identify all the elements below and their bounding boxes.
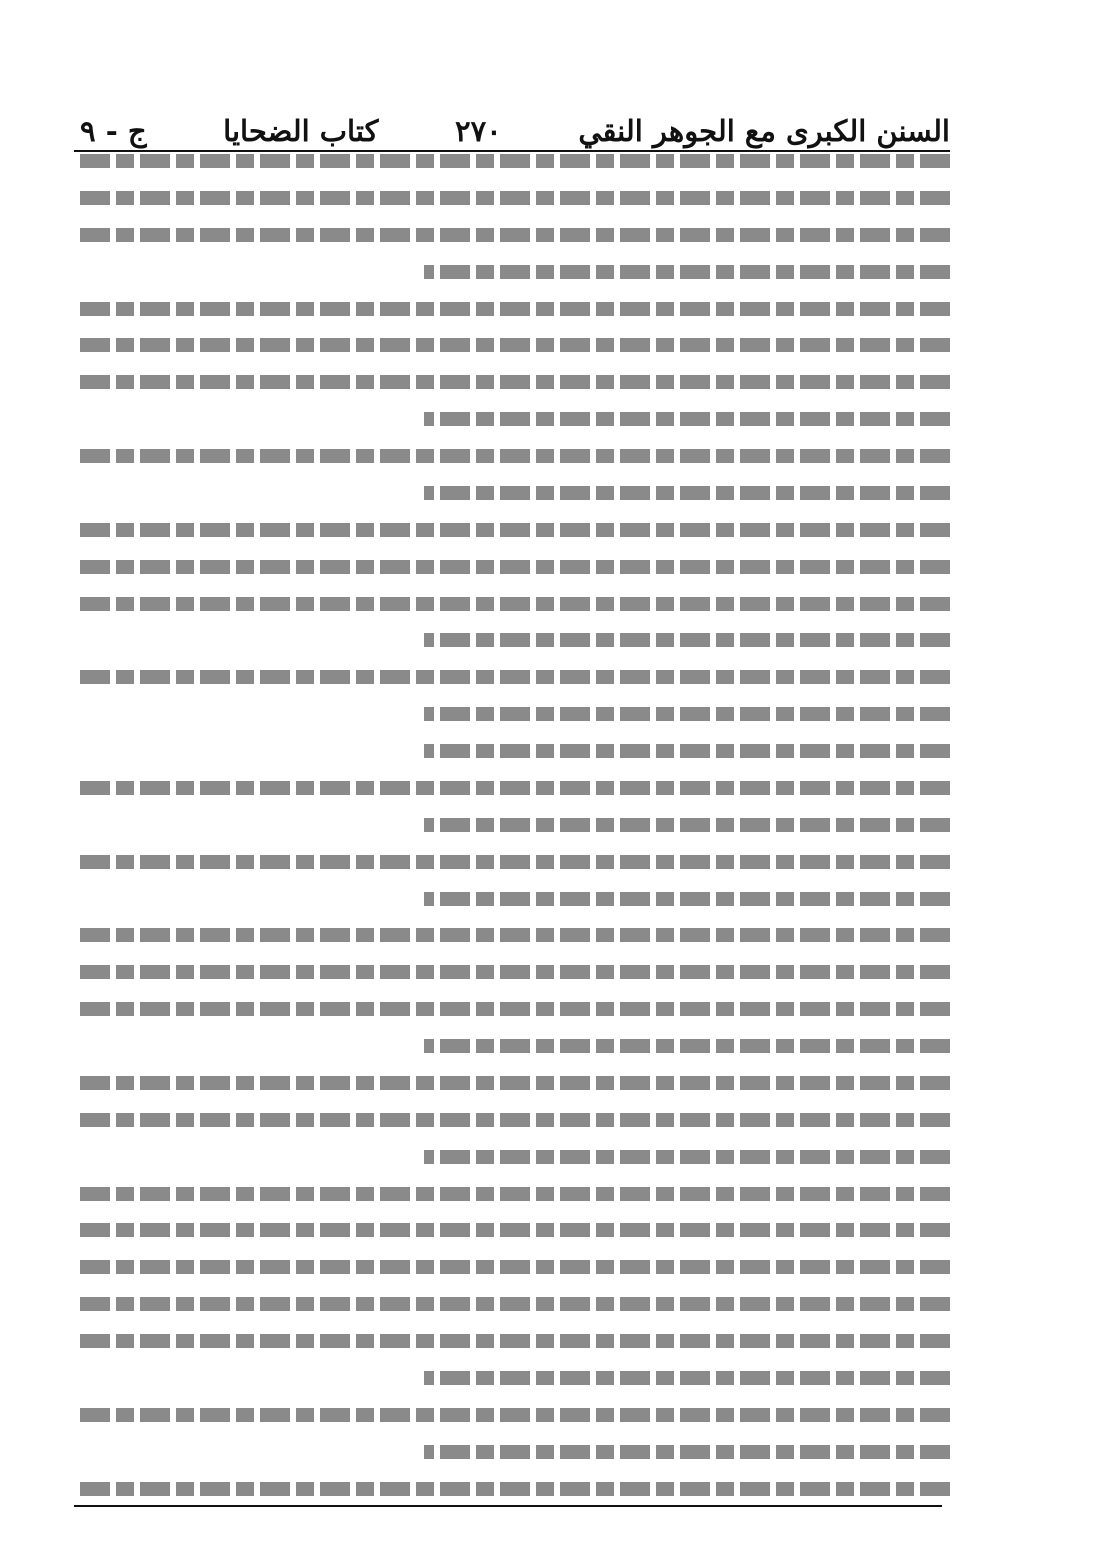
text-line-ink	[74, 1334, 950, 1348]
text-line	[74, 744, 950, 758]
text-line	[74, 412, 950, 426]
text-line-ink	[424, 1039, 950, 1053]
text-line	[74, 1150, 950, 1164]
text-line	[74, 154, 950, 168]
text-line	[74, 560, 950, 574]
text-line-ink	[74, 1482, 950, 1496]
text-line	[74, 965, 950, 979]
text-line-ink	[74, 228, 950, 242]
text-line	[74, 1039, 950, 1053]
body-text	[74, 154, 950, 1496]
text-line	[74, 1445, 950, 1459]
text-line-ink	[74, 855, 950, 869]
text-line-ink	[424, 1371, 950, 1385]
text-line	[74, 338, 950, 352]
text-line-ink	[74, 965, 950, 979]
text-line	[74, 1113, 950, 1127]
book-title: السنن الكبرى مع الجوهر النقي	[578, 114, 950, 148]
text-line-ink	[74, 1408, 950, 1422]
text-line-ink	[74, 302, 950, 316]
text-line-ink	[74, 597, 950, 611]
text-line-ink	[424, 1150, 950, 1164]
text-line	[74, 1334, 950, 1348]
text-line	[74, 228, 950, 242]
text-line-ink	[74, 1187, 950, 1201]
text-line	[74, 1260, 950, 1274]
page-number: ٢٧٠	[455, 114, 502, 148]
text-line	[74, 523, 950, 537]
text-line	[74, 1223, 950, 1237]
text-line-ink	[74, 154, 950, 168]
text-line-ink	[74, 449, 950, 463]
text-line	[74, 302, 950, 316]
text-line	[74, 928, 950, 942]
text-line	[74, 707, 950, 721]
text-line-ink	[74, 1113, 950, 1127]
text-line	[74, 597, 950, 611]
text-line-ink	[74, 1076, 950, 1090]
text-line	[74, 191, 950, 205]
footnote-rule	[74, 1505, 942, 1507]
running-header	[80, 96, 950, 146]
text-line-ink	[74, 191, 950, 205]
text-line-ink	[74, 560, 950, 574]
text-line-ink	[424, 486, 950, 500]
text-line-ink	[74, 1297, 950, 1311]
text-line	[74, 670, 950, 684]
text-line-ink	[74, 1223, 950, 1237]
text-line	[74, 1371, 950, 1385]
text-line	[74, 1408, 950, 1422]
text-line-ink	[424, 707, 950, 721]
text-line-ink	[74, 928, 950, 942]
text-line-ink	[74, 781, 950, 795]
text-line-ink	[424, 744, 950, 758]
volume-number: ج - ٩	[80, 114, 147, 148]
text-line	[74, 1076, 950, 1090]
text-line	[74, 1482, 950, 1496]
text-line-ink	[424, 818, 950, 832]
text-line	[74, 375, 950, 389]
text-line-ink	[74, 670, 950, 684]
header-rule	[74, 150, 950, 152]
text-line	[74, 855, 950, 869]
text-line	[74, 265, 950, 279]
text-line-ink	[424, 412, 950, 426]
text-line-ink	[74, 523, 950, 537]
text-line	[74, 1002, 950, 1016]
text-line-ink	[424, 265, 950, 279]
text-line-ink	[74, 375, 950, 389]
text-line-ink	[424, 892, 950, 906]
text-line-ink	[424, 1445, 950, 1459]
text-lines	[74, 154, 950, 1496]
text-line	[74, 633, 950, 647]
text-line	[74, 818, 950, 832]
text-line-ink	[74, 1002, 950, 1016]
text-line	[74, 892, 950, 906]
text-line	[74, 1297, 950, 1311]
text-line	[74, 449, 950, 463]
chapter-title: كتاب الضحايا	[223, 114, 379, 148]
text-line	[74, 781, 950, 795]
text-line	[74, 486, 950, 500]
text-line	[74, 1187, 950, 1201]
text-line-ink	[74, 338, 950, 352]
text-line-ink	[424, 633, 950, 647]
text-line-ink	[74, 1260, 950, 1274]
